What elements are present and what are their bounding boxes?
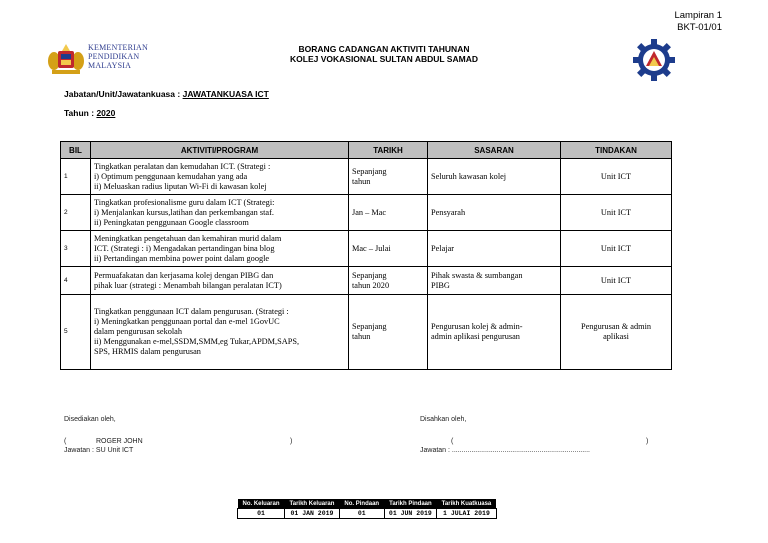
row-bil: 2 <box>61 195 91 231</box>
department-label: Jabatan/Unit/Jawatankuasa : <box>64 89 181 99</box>
revision-header: Tarikh Kuatkuasa <box>437 499 497 509</box>
approved-by-label: Disahkan oleh, <box>420 416 467 423</box>
revision-header: No. Pindaan <box>339 499 384 509</box>
target-line: Pensyarah <box>431 207 466 217</box>
row-bil: 4 <box>61 267 91 295</box>
action-line: aplikasi <box>603 332 629 341</box>
activity-line: pihak luar (strategi : Menambah bilangan peralatan ICT) <box>94 280 282 290</box>
approved-by-post: Jawatan : ....................................................................... <box>420 447 590 454</box>
row-action <box>561 231 672 267</box>
action-line: Unit ICT <box>600 207 632 217</box>
row-target <box>428 267 561 295</box>
department-line <box>64 89 269 99</box>
activity-line: i) Meningkatkan penggunaan portal dan e-mel 1GovUC <box>94 317 280 326</box>
row-action <box>561 267 672 295</box>
row-date <box>349 295 428 370</box>
activity-line: Meningkatkan pengetahuan dan kemahiran murid dalam <box>94 233 282 243</box>
activity-line: i) Optimum penggunaan kemudahan yang ada <box>94 171 248 181</box>
row-activity <box>91 195 349 231</box>
date-line: Sepanjang <box>352 166 387 176</box>
header-bil: BIL <box>61 142 91 159</box>
action-line: Unit ICT <box>600 243 632 253</box>
title-line-2: KOLEJ VOKASIONAL SULTAN ABDUL SAMAD <box>290 54 478 64</box>
approved-paren-open: ( <box>451 438 454 445</box>
target-line: Seluruh kawasan kolej <box>431 171 507 181</box>
target-line: admin aplikasi pengurusan <box>431 332 520 341</box>
row-action <box>561 295 672 370</box>
prepared-paren-close: ) <box>290 438 293 445</box>
activity-line: SPS, HRMIS dalam pengurusan <box>94 347 201 356</box>
date-line: Jan – Mac <box>352 207 387 217</box>
target-line: Pelajar <box>431 243 455 253</box>
revision-header: Tarikh Pindaan <box>384 499 437 509</box>
document-reference <box>674 10 722 34</box>
row-bil: 3 <box>61 231 91 267</box>
activity-line: Tingkatkan penggunaan ICT dalam pengurusan. (Strategi : <box>94 307 289 316</box>
action-line: Unit ICT <box>600 171 632 181</box>
date-line: tahun 2020 <box>352 280 390 290</box>
approved-paren-close: ) <box>646 438 649 445</box>
row-activity <box>91 295 349 370</box>
year-line <box>64 108 115 118</box>
revision-value-row <box>238 509 497 519</box>
ministry-line-1: KEMENTERIAN <box>88 43 148 52</box>
college-logo <box>632 38 676 82</box>
activity-line: ii) Pertandingan membina power point dalam google <box>94 253 270 263</box>
gear-emblem-icon <box>632 38 676 82</box>
activity-line: dalam pengurusan sekolah <box>94 327 183 336</box>
date-line: Sepanjang <box>352 322 387 331</box>
row-bil: 5 <box>61 295 91 370</box>
target-line: PIBG <box>431 280 450 290</box>
activity-line: i) Menjalankan kursus,latihan dan perkembangan staf. <box>94 207 274 217</box>
activity-table <box>60 141 672 370</box>
ministry-line-3: MALAYSIA <box>88 60 132 70</box>
activity-line: Permuafakatan dan kerjasama kolej dengan PIBG dan <box>94 270 274 280</box>
revision-value: 01 JAN 2019 <box>285 509 340 519</box>
row-bil: 1 <box>61 159 91 195</box>
header-date: TARIKH <box>349 142 428 159</box>
revision-value: 01 <box>339 509 384 519</box>
table-row <box>61 231 672 267</box>
activity-line: Tingkatkan peralatan dan kemudahan ICT. (Strategi : <box>94 161 271 171</box>
ministry-line-2: PENDIDIKAN <box>88 51 140 61</box>
date-line: tahun <box>352 332 371 341</box>
date-line: tahun <box>352 176 371 186</box>
date-line: Mac – Julai <box>352 243 391 253</box>
row-date <box>349 195 428 231</box>
target-line: Pihak swasta & sumbangan <box>431 270 523 280</box>
activity-line: ii) Meluaskan radius liputan Wi-Fi di kawasan kolej <box>94 181 267 191</box>
revision-header: Tarikh Keluaran <box>285 499 340 509</box>
activity-line: ii) Peningkatan penggunaan Google classroom <box>94 217 249 227</box>
row-target <box>428 195 561 231</box>
ref-line-1: Lampiran 1 <box>674 10 722 21</box>
row-date <box>349 231 428 267</box>
year-label: Tahun : <box>64 108 95 118</box>
date-line: Sepanjang <box>352 270 387 280</box>
target-line: Pengurusan kolej & admin- <box>431 322 523 331</box>
table-row <box>61 195 672 231</box>
row-activity <box>91 231 349 267</box>
prepared-by-name: ROGER JOHN <box>96 438 143 445</box>
action-line: Unit ICT <box>600 275 632 285</box>
year-value: 2020 <box>96 108 116 118</box>
row-date <box>349 159 428 195</box>
row-target <box>428 159 561 195</box>
activity-line: ICT. (Strategi : i) Mengadakan pertandingan bina blog <box>94 243 275 253</box>
revision-header-row <box>238 499 497 509</box>
revision-value: 01 JUN 2019 <box>384 509 437 519</box>
table-header-row <box>61 142 672 159</box>
header-action: TINDAKAN <box>561 142 672 159</box>
header-target: SASARAN <box>428 142 561 159</box>
row-activity <box>91 267 349 295</box>
table-row <box>61 295 672 370</box>
revision-header: No. Keluaran <box>238 499 285 509</box>
prepared-by-post: Jawatan : SU Unit ICT <box>64 447 134 454</box>
activity-line: Tingkatkan profesionalisme guru dalam ICT (Strategi: <box>94 197 275 207</box>
revision-value: 01 <box>238 509 285 519</box>
row-target <box>428 295 561 370</box>
row-target <box>428 231 561 267</box>
action-line: Pengurusan & admin <box>580 322 652 331</box>
row-action <box>561 195 672 231</box>
row-date <box>349 267 428 295</box>
activity-line: ii) Menggunakan e-mel,SSDM,SMM,eg Tukar,APDM,SAPS, <box>94 337 300 346</box>
revision-table <box>237 499 497 519</box>
row-action <box>561 159 672 195</box>
row-activity <box>91 159 349 195</box>
ref-line-2: BKT-01/01 <box>677 22 722 33</box>
header-activity: AKTIVITI/PROGRAM <box>91 142 349 159</box>
table-row <box>61 267 672 295</box>
revision-value: 1 JULAI 2019 <box>437 509 497 519</box>
department-value: JAWATANKUASA ICT <box>182 89 269 99</box>
prepared-paren-open: ( <box>64 438 67 445</box>
prepared-by-label: Disediakan oleh, <box>64 416 116 423</box>
title-line-1: BORANG CADANGAN AKTIVITI TAHUNAN <box>298 44 470 54</box>
table-row <box>61 159 672 195</box>
